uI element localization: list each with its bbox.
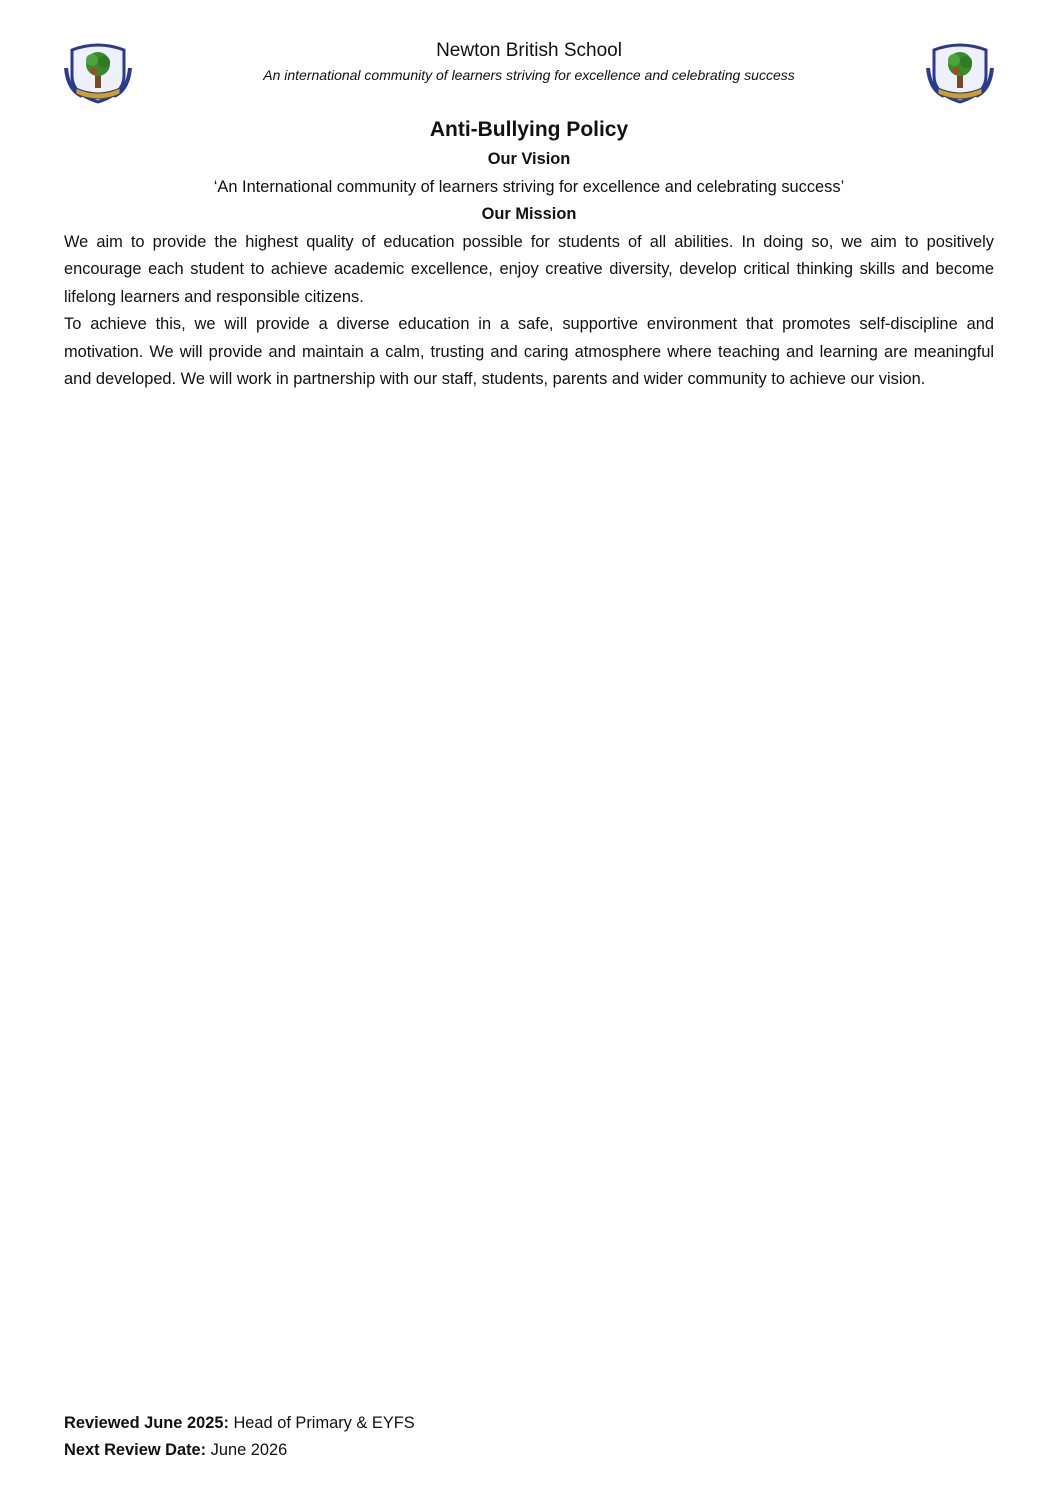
next-review-value: June 2026 xyxy=(206,1441,288,1459)
mission-heading: Our Mission xyxy=(481,205,577,223)
school-name: Newton British School xyxy=(436,40,622,61)
crest-icon xyxy=(926,38,994,106)
school-crest-left xyxy=(64,38,132,106)
reviewed-line xyxy=(64,1410,415,1437)
school-crest-right xyxy=(926,38,994,106)
letterhead xyxy=(150,38,908,85)
mission-paragraph: We aim to provide the highest quality of education possible for students of all abilities. In doing so, we aim to positively encourage each student to achieve academic excellence, enjoy creative diversity, develop critical thinking skills and become lifelong learners and responsible citizens. xyxy=(64,232,994,306)
mission-paragraph: To achieve this, we will provide a diverse education in a safe, supportive environment that promotes self-discipline and motivation. We will provide and maintain a calm, trusting and caring atmosphere where teaching and learning are meaningful and developed. We will work in partnership with our staff, students, parents and wider community to achieve our vision. xyxy=(64,315,994,388)
next-review-label: Next Review Date: xyxy=(64,1441,207,1459)
document-title: Anti-Bullying Policy xyxy=(429,118,629,141)
crest-icon xyxy=(64,38,132,106)
school-tagline: An international community of learners striving for excellence and celebrating success xyxy=(263,67,795,83)
next-review-line xyxy=(64,1437,415,1464)
reviewed-label: Reviewed June 2025: xyxy=(64,1414,229,1432)
vision-heading: Our Vision xyxy=(487,150,571,168)
reviewed-value: Head of Primary & EYFS xyxy=(228,1414,415,1432)
review-footer xyxy=(64,1410,415,1464)
policy-body xyxy=(64,146,994,394)
vision-statement: ‘An International community of learners striving for excellence and celebrating success’ xyxy=(213,177,845,196)
